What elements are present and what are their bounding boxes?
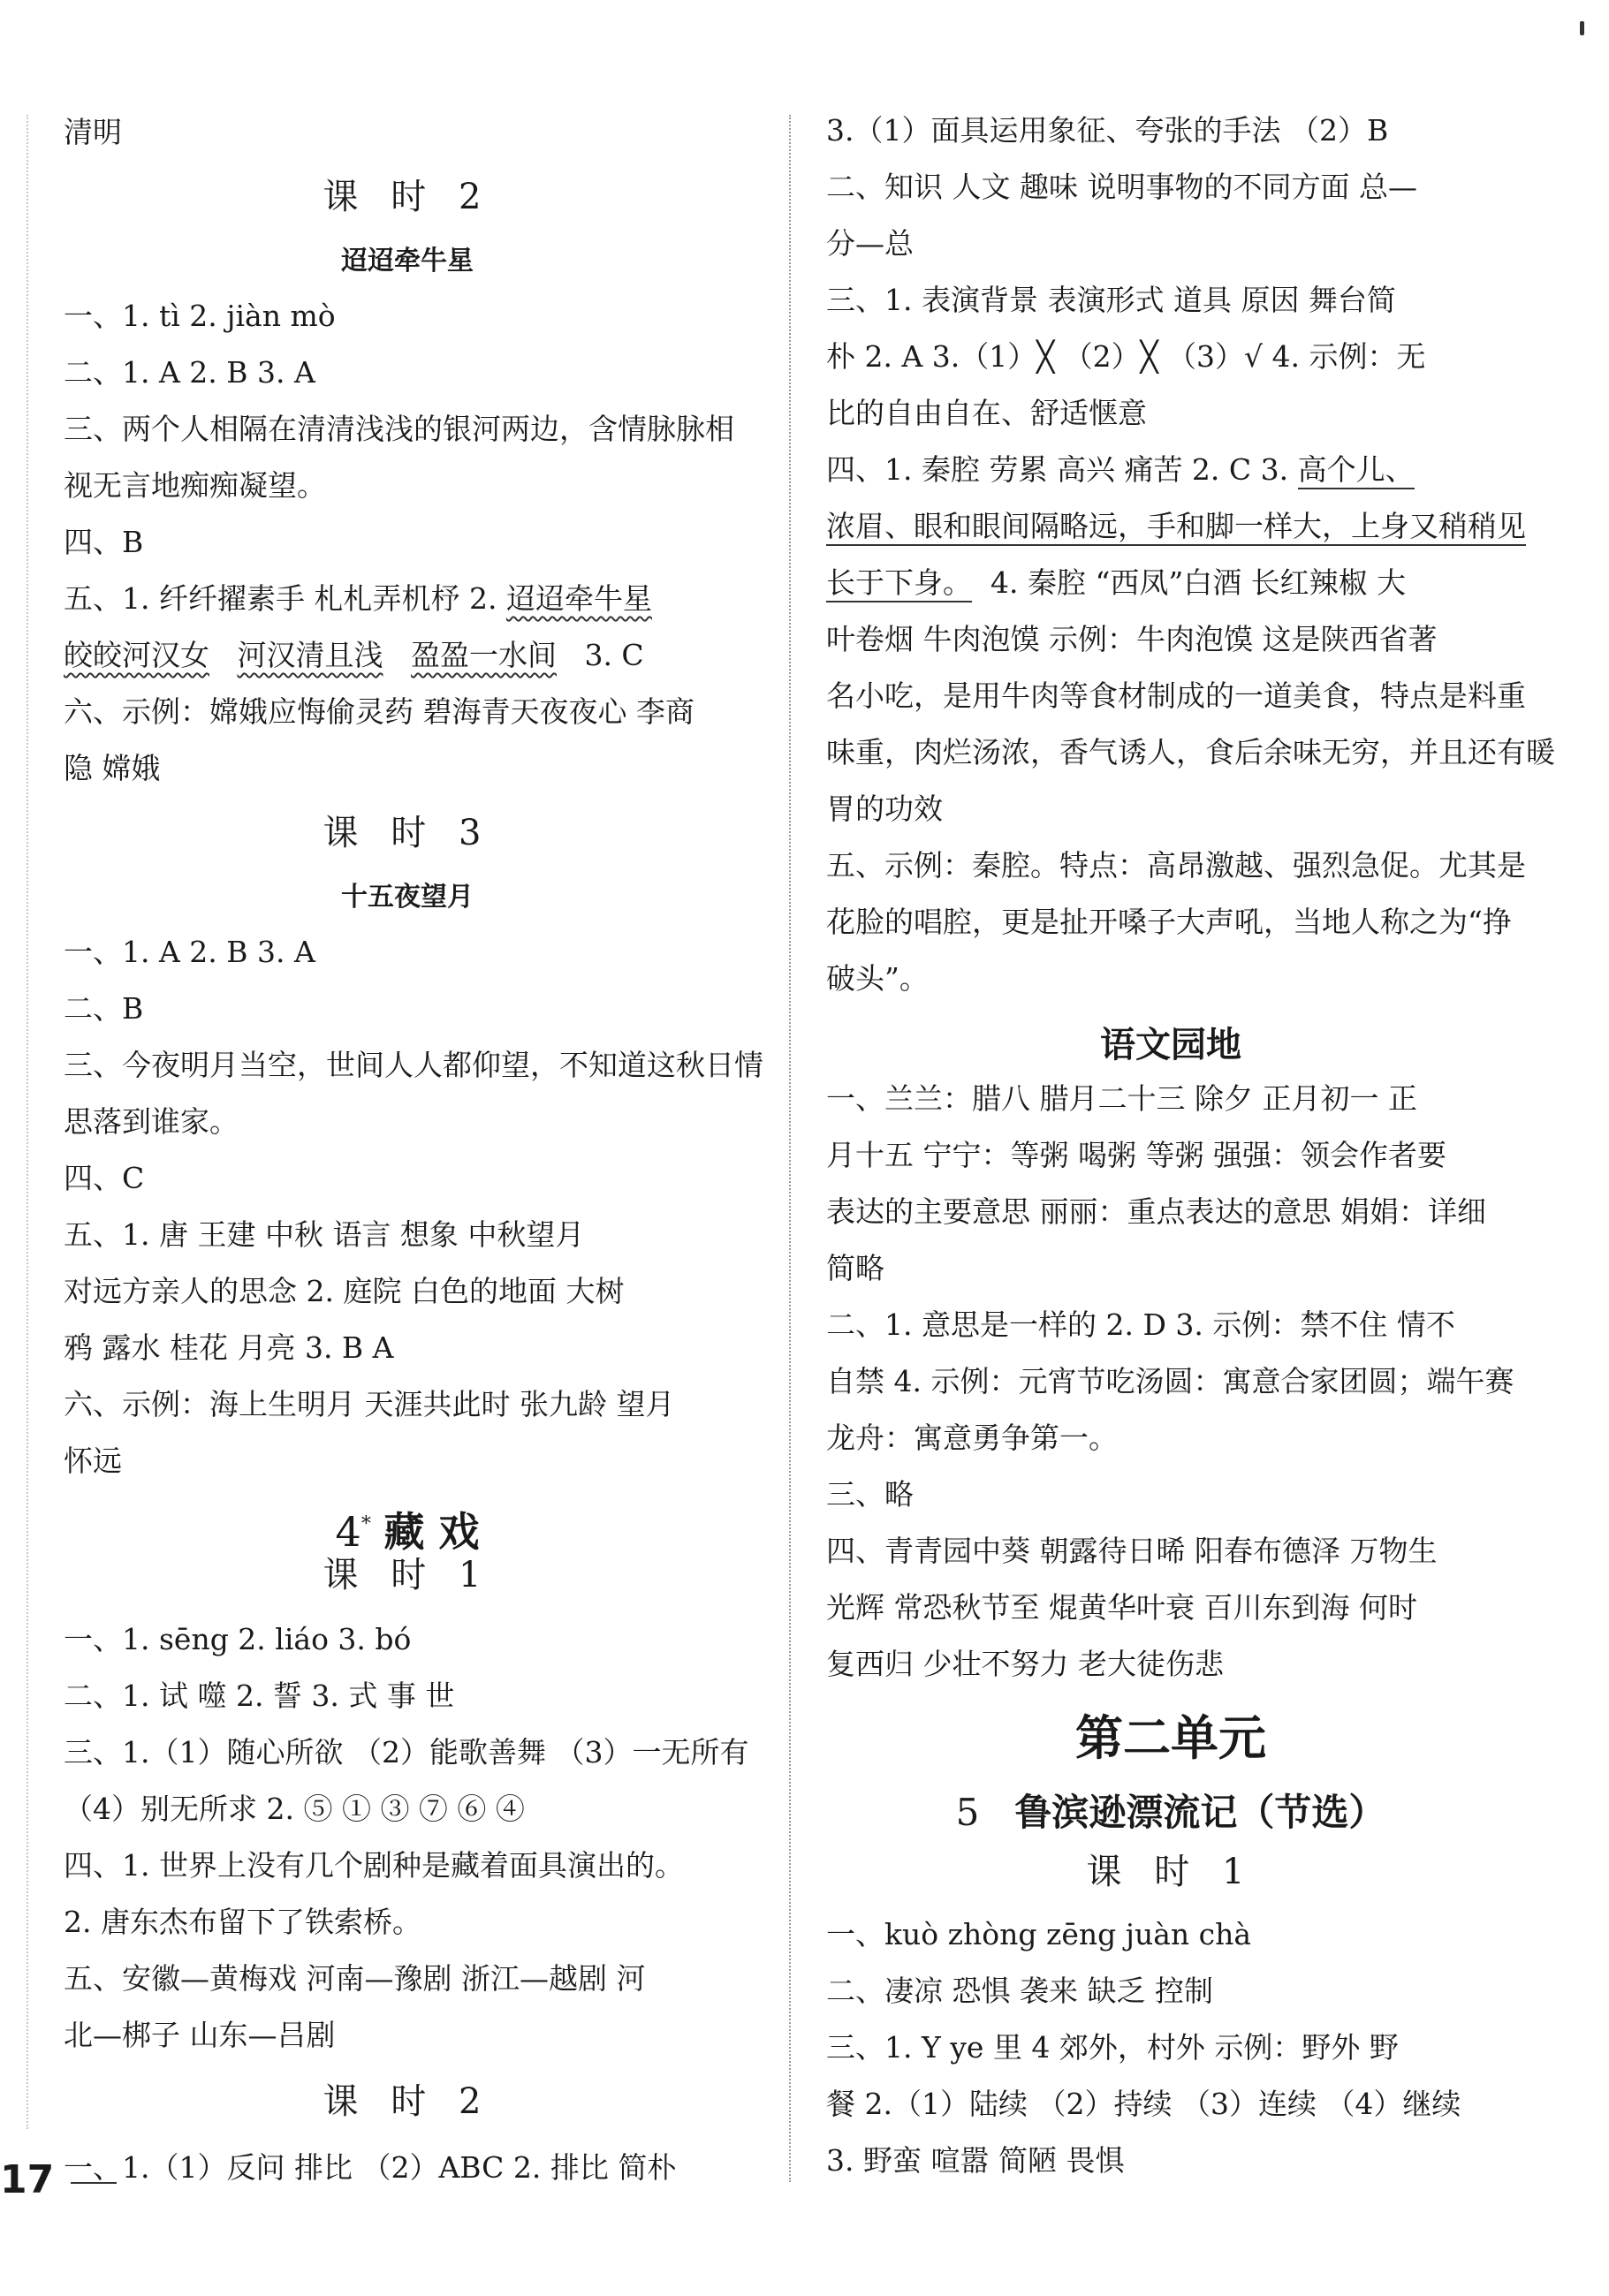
answer-line: 隐 嫦娥 bbox=[64, 751, 161, 785]
answer-line bbox=[826, 564, 1406, 602]
answer-line: 花脸的唱腔，更是扯开嗓子大声吼，当地人称之为“挣 bbox=[826, 905, 1512, 939]
answer-line: 表达的主要意思 丽丽：重点表达的意思 娟娟：详细 bbox=[826, 1194, 1486, 1229]
answer-line: 六、示例：嫦娥应悔偷灵药 碧海青天夜夜心 李商 bbox=[64, 694, 694, 729]
wavy-underlined-text: 迢迢牵牛星 bbox=[505, 581, 652, 616]
page-number: 17 bbox=[0, 2157, 55, 2202]
answer-line: 三、1. Y ye 里 4 郊外，村外 示例：野外 野 bbox=[826, 2030, 1399, 2065]
answer-text: 五、1. 纤纤擢素手 札札弄机杼 2. bbox=[64, 581, 497, 616]
underlined-text: 高个儿、 bbox=[1298, 452, 1415, 489]
answer-line: 龙舟：寓意勇争第一。 bbox=[826, 1421, 1118, 1455]
answer-line: 对远方亲人的思念 2. 庭院 白色的地面 大树 bbox=[64, 1274, 625, 1308]
answer-line bbox=[64, 580, 652, 618]
answer-line: 3. 野蛮 喧嚣 简陋 畏惧 bbox=[826, 2143, 1125, 2178]
section-heading: 语文园地 bbox=[1100, 1025, 1241, 1065]
wavy-underlined-text: 皎皎河汉女 bbox=[64, 638, 209, 672]
answer-line: 朴 2. A 3.（1）╳ （2）╳ （3）√ 4. 示例：无 bbox=[826, 339, 1426, 374]
answer-text: 4. 秦腔 “西凤”白酒 长红辣椒 大 bbox=[990, 565, 1407, 600]
answer-line: 二、1. 试 噬 2. 誓 3. 式 事 世 bbox=[64, 1678, 455, 1713]
answer-line: 三、1.（1）随心所欲 （2）能歌善舞 （3）一无所有 bbox=[64, 1735, 749, 1769]
answer-line: 二、B bbox=[64, 991, 144, 1026]
answer-line: 一、1. A 2. B 3. A bbox=[64, 935, 315, 969]
answer-line: 清明 bbox=[64, 115, 122, 149]
answer-line: 月十五 宁宁：等粥 喝粥 等粥 强强：领会作者要 bbox=[826, 1138, 1446, 1172]
answer-line: 味重，肉烂汤浓，香气诱人，食后余味无穷，并且还有暖 bbox=[826, 735, 1555, 769]
answer-line: 三、今夜明月当空，世间人人都仰望，不知道这秋日情 bbox=[64, 1048, 763, 1082]
unit-heading: 第二单元 bbox=[1075, 1710, 1266, 1766]
answer-line: 名小吃，是用牛肉等食材制成的一道美食，特点是料重 bbox=[826, 678, 1526, 713]
answer-line: 一、兰兰：腊八 腊月二十三 除夕 正月初一 正 bbox=[826, 1081, 1417, 1116]
underlined-text: 长于下身。 bbox=[826, 565, 972, 602]
underlined-text: 浓眉、眼和眼间隔略远，手和脚一样大，上身又稍稍见 bbox=[826, 509, 1526, 546]
answer-line: 六、示例：海上生明月 天涯共此时 张九龄 望月 bbox=[64, 1387, 675, 1421]
lesson-number: 4 bbox=[335, 1508, 361, 1556]
section-heading: 课 时 1 bbox=[1086, 1852, 1256, 1892]
lesson-heading bbox=[64, 1500, 751, 1557]
answer-line: 四、青青园中葵 朝露待日晞 阳春布德泽 万物生 bbox=[826, 1534, 1438, 1568]
answer-line: 复西归 少壮不努力 老大徒伤悲 bbox=[826, 1647, 1224, 1681]
answer-line: 一、1. sēng 2. liáo 3. bó bbox=[64, 1622, 412, 1656]
page-number-dash bbox=[71, 2182, 117, 2184]
answer-line: 怀远 bbox=[64, 1444, 122, 1478]
answer-line: 二、1. A 2. B 3. A bbox=[64, 355, 315, 390]
answer-line: 简略 bbox=[826, 1251, 884, 1285]
lesson-number: 5 bbox=[955, 1791, 980, 1834]
section-heading: 课 时 1 bbox=[323, 1555, 492, 1595]
answer-line bbox=[64, 636, 644, 675]
answer-line: 北—梆子 山东—吕剧 bbox=[64, 2018, 336, 2052]
answer-line: （4）别无所求 2. ⑤ ① ③ ⑦ ⑥ ④ bbox=[64, 1792, 525, 1826]
answer-line: 2. 唐东杰布留下了铁索桥。 bbox=[64, 1905, 421, 1939]
answer-line: 三、1. 表演背景 表演形式 道具 原因 舞台简 bbox=[826, 283, 1396, 317]
answer-line: 四、1. 世界上没有几个剧种是藏着面具演出的。 bbox=[64, 1848, 684, 1883]
answer-line bbox=[826, 451, 1415, 489]
answer-line: 五、1. 唐 王建 中秋 语言 想象 中秋望月 bbox=[64, 1217, 585, 1252]
answer-line: 破头”。 bbox=[826, 961, 929, 996]
answer-text: 四、1. 秦腔 劳累 高兴 痛苦 2. C 3. bbox=[826, 452, 1289, 487]
answer-line: 光辉 常恐秋节至 焜黄华叶衰 百川东到海 何时 bbox=[826, 1590, 1417, 1625]
answer-line: 比的自由自在、舒适惬意 bbox=[826, 396, 1147, 430]
lesson-title: 迢迢牵牛星 bbox=[341, 246, 474, 277]
answer-line: 二、知识 人文 趣味 说明事物的不同方面 总— bbox=[826, 170, 1417, 204]
lesson-heading bbox=[826, 1788, 1515, 1838]
answer-line: 一、kuò zhòng zēng juàn chà bbox=[826, 1917, 1252, 1951]
answer-line: 五、示例：秦腔。特点：高昂激越、强烈急促。尤其是 bbox=[826, 848, 1526, 883]
answer-line: 胃的功效 bbox=[826, 792, 943, 826]
answer-text: 3. C bbox=[584, 638, 644, 672]
answer-line: 叶卷烟 牛肉泡馍 示例：牛肉泡馍 这是陕西省著 bbox=[826, 622, 1438, 656]
answer-line: 自禁 4. 示例：元宵节吃汤圆：寓意合家团圆；端午赛 bbox=[826, 1364, 1514, 1398]
answer-line: 二、凄凉 恐惧 袭来 缺乏 控制 bbox=[826, 1974, 1213, 2008]
section-heading: 课 时 2 bbox=[323, 177, 492, 217]
answer-line: 分—总 bbox=[826, 226, 914, 261]
answer-line: 思落到谁家。 bbox=[64, 1104, 239, 1139]
answer-line: 三、略 bbox=[826, 1477, 914, 1512]
optional-lesson-mark: * bbox=[361, 1513, 371, 1535]
answer-line: 餐 2.（1）陆续 （2）持续 （3）连续 （4）继续 bbox=[826, 2087, 1461, 2121]
column-divider bbox=[789, 115, 791, 2182]
section-heading: 课 时 3 bbox=[323, 813, 492, 853]
answer-line: 3.（1）面具运用象征、夸张的手法 （2）B bbox=[826, 113, 1389, 148]
answer-line: 五、安徽—黄梅戏 河南—豫剧 浙江—越剧 河 bbox=[64, 1961, 646, 1996]
answer-line bbox=[826, 507, 1526, 546]
answer-line: 二、1. 意思是一样的 2. D 3. 示例：禁不住 情不 bbox=[826, 1307, 1455, 1342]
lesson-title: 鲁滨逊漂流记（节选） bbox=[1014, 1791, 1386, 1834]
answer-line: 一、1.（1）反问 排比 （2）ABC 2. 排比 简朴 bbox=[64, 2150, 677, 2185]
lesson-title: 藏 戏 bbox=[383, 1508, 480, 1556]
answer-line: 视无言地痴痴凝望。 bbox=[64, 468, 326, 503]
wavy-underlined-text: 盈盈一水间 bbox=[410, 638, 557, 672]
section-heading: 课 时 2 bbox=[323, 2081, 492, 2122]
answer-line: 一、1. tì 2. jiàn mò bbox=[64, 299, 336, 333]
answer-line: 四、B bbox=[64, 525, 144, 559]
lesson-title: 十五夜望月 bbox=[341, 882, 474, 913]
margin-rule bbox=[27, 115, 28, 2129]
corner-mark bbox=[1580, 21, 1584, 35]
answer-line: 三、两个人相隔在清清浅浅的银河两边，含情脉脉相 bbox=[64, 412, 734, 446]
wavy-underlined-text: 河汉清且浅 bbox=[237, 638, 383, 672]
answer-line: 四、C bbox=[64, 1161, 145, 1195]
answer-line: 鸦 露水 桂花 月亮 3. B A bbox=[64, 1330, 394, 1365]
